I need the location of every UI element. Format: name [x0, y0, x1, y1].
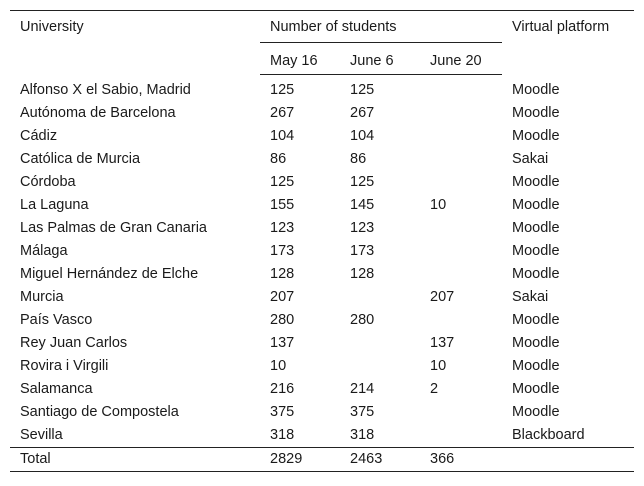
cell-may16: 86	[270, 151, 287, 167]
cell-university: Rovira i Virgili	[20, 358, 109, 374]
table-row	[10, 148, 634, 171]
cell-university: La Laguna	[20, 197, 89, 213]
cell-university: Miguel Hernández de Elche	[20, 266, 199, 282]
cell-june20	[420, 125, 502, 148]
cell-june20	[420, 148, 502, 171]
cell-may16: 318	[270, 427, 295, 443]
cell-university: Murcia	[20, 289, 64, 305]
cell-may16: 123	[270, 220, 295, 236]
header-university: University	[10, 11, 260, 75]
cell-platform: Moodle	[512, 197, 560, 213]
cell-june6: 145	[350, 197, 375, 213]
cell-platform: Moodle	[512, 312, 560, 328]
cell-june20	[420, 263, 502, 286]
cell-june20: 10	[430, 358, 447, 374]
cell-june20: 137	[430, 335, 455, 351]
cell-june20: 207	[430, 289, 455, 305]
cell-may16: 104	[270, 128, 295, 144]
cell-june6	[340, 332, 420, 355]
cell-platform: Moodle	[512, 128, 560, 144]
table-row	[10, 240, 634, 263]
cell-may16: 216	[270, 381, 295, 397]
cell-platform: Moodle	[512, 220, 560, 236]
cell-may16: 280	[270, 312, 295, 328]
cell-june20: 2	[430, 381, 439, 397]
cell-june20: 10	[430, 197, 447, 213]
cell-may16: 375	[270, 404, 295, 420]
cell-may16: 155	[270, 197, 295, 213]
cell-university: Las Palmas de Gran Canaria	[20, 220, 207, 236]
table-row	[10, 217, 634, 240]
cell-university: País Vasco	[20, 312, 93, 328]
total-row	[10, 448, 634, 472]
header-date-june6: June 6	[340, 43, 420, 75]
cell-june20	[420, 75, 502, 103]
cell-june6: 123	[350, 220, 375, 236]
students-table-container	[10, 10, 634, 472]
cell-platform: Sakai	[512, 289, 549, 305]
cell-june6: 128	[350, 266, 375, 282]
cell-platform: Moodle	[512, 243, 560, 259]
table-row	[10, 75, 634, 103]
cell-june6: 86	[350, 151, 367, 167]
cell-may16: 128	[270, 266, 295, 282]
cell-june20	[420, 401, 502, 424]
cell-platform: Moodle	[512, 105, 560, 121]
cell-platform: Moodle	[512, 266, 560, 282]
cell-june20	[420, 424, 502, 448]
table-body	[10, 75, 634, 472]
header-number-of-students: Number of students	[260, 11, 502, 43]
table-row	[10, 424, 634, 448]
table-row	[10, 401, 634, 424]
cell-june6: 125	[350, 174, 375, 190]
cell-june6: 375	[350, 404, 375, 420]
cell-june6: 173	[350, 243, 375, 259]
students-table	[10, 10, 634, 472]
table-row	[10, 332, 634, 355]
table-row	[10, 125, 634, 148]
cell-june6: 318	[350, 427, 375, 443]
cell-june6	[340, 355, 420, 378]
cell-may16: 173	[270, 243, 295, 259]
cell-university: Católica de Murcia	[20, 151, 141, 167]
cell-june20	[420, 309, 502, 332]
cell-june20	[420, 240, 502, 263]
cell-june20	[420, 171, 502, 194]
cell-may16: 267	[270, 105, 295, 121]
cell-university: Salamanca	[20, 381, 93, 397]
table-header	[10, 11, 634, 75]
cell-platform: Blackboard	[512, 427, 585, 443]
header-date-may16: May 16	[260, 43, 340, 75]
cell-june6: 125	[350, 82, 375, 98]
cell-university: Córdoba	[20, 174, 76, 190]
cell-june6: 104	[350, 128, 375, 144]
cell-platform: Sakai	[512, 151, 549, 167]
cell-university: Cádiz	[20, 128, 58, 144]
cell-may16: 125	[270, 82, 295, 98]
table-row	[10, 355, 634, 378]
cell-platform: Moodle	[512, 404, 560, 420]
header-row-top	[10, 11, 634, 43]
cell-june6: 280	[350, 312, 375, 328]
table-row	[10, 194, 634, 217]
cell-june6: 214	[350, 381, 375, 397]
table-row	[10, 286, 634, 309]
cell-june6	[340, 286, 420, 309]
header-virtual-platform: Virtual platform	[502, 11, 634, 75]
table-row	[10, 263, 634, 286]
table-row	[10, 102, 634, 125]
cell-university: Santiago de Compostela	[20, 404, 179, 420]
cell-university: Rey Juan Carlos	[20, 335, 128, 351]
cell-platform: Moodle	[512, 81, 560, 98]
cell-may16: 207	[270, 289, 295, 305]
cell-university: Málaga	[20, 243, 68, 259]
cell-university: Autónoma de Barcelona	[20, 105, 176, 121]
table-row	[10, 378, 634, 401]
table-row	[10, 171, 634, 194]
cell-june20	[420, 102, 502, 125]
cell-university: Sevilla	[20, 427, 63, 443]
header-date-june20: June 20	[420, 43, 502, 75]
cell-platform: Moodle	[512, 335, 560, 351]
cell-platform: Moodle	[512, 381, 560, 397]
total-june6: 2463	[340, 448, 420, 472]
cell-may16: 137	[270, 335, 295, 351]
total-platform	[502, 448, 634, 472]
total-may16: 2829	[260, 448, 340, 472]
cell-university: Alfonso X el Sabio, Madrid	[20, 81, 191, 98]
cell-june6: 267	[350, 105, 375, 121]
total-label: Total	[10, 448, 260, 472]
cell-june20	[420, 217, 502, 240]
cell-platform: Moodle	[512, 174, 560, 190]
total-june20: 366	[420, 448, 502, 472]
cell-platform: Moodle	[512, 358, 560, 374]
table-row	[10, 309, 634, 332]
cell-may16: 125	[270, 174, 295, 190]
cell-may16: 10	[270, 358, 287, 374]
